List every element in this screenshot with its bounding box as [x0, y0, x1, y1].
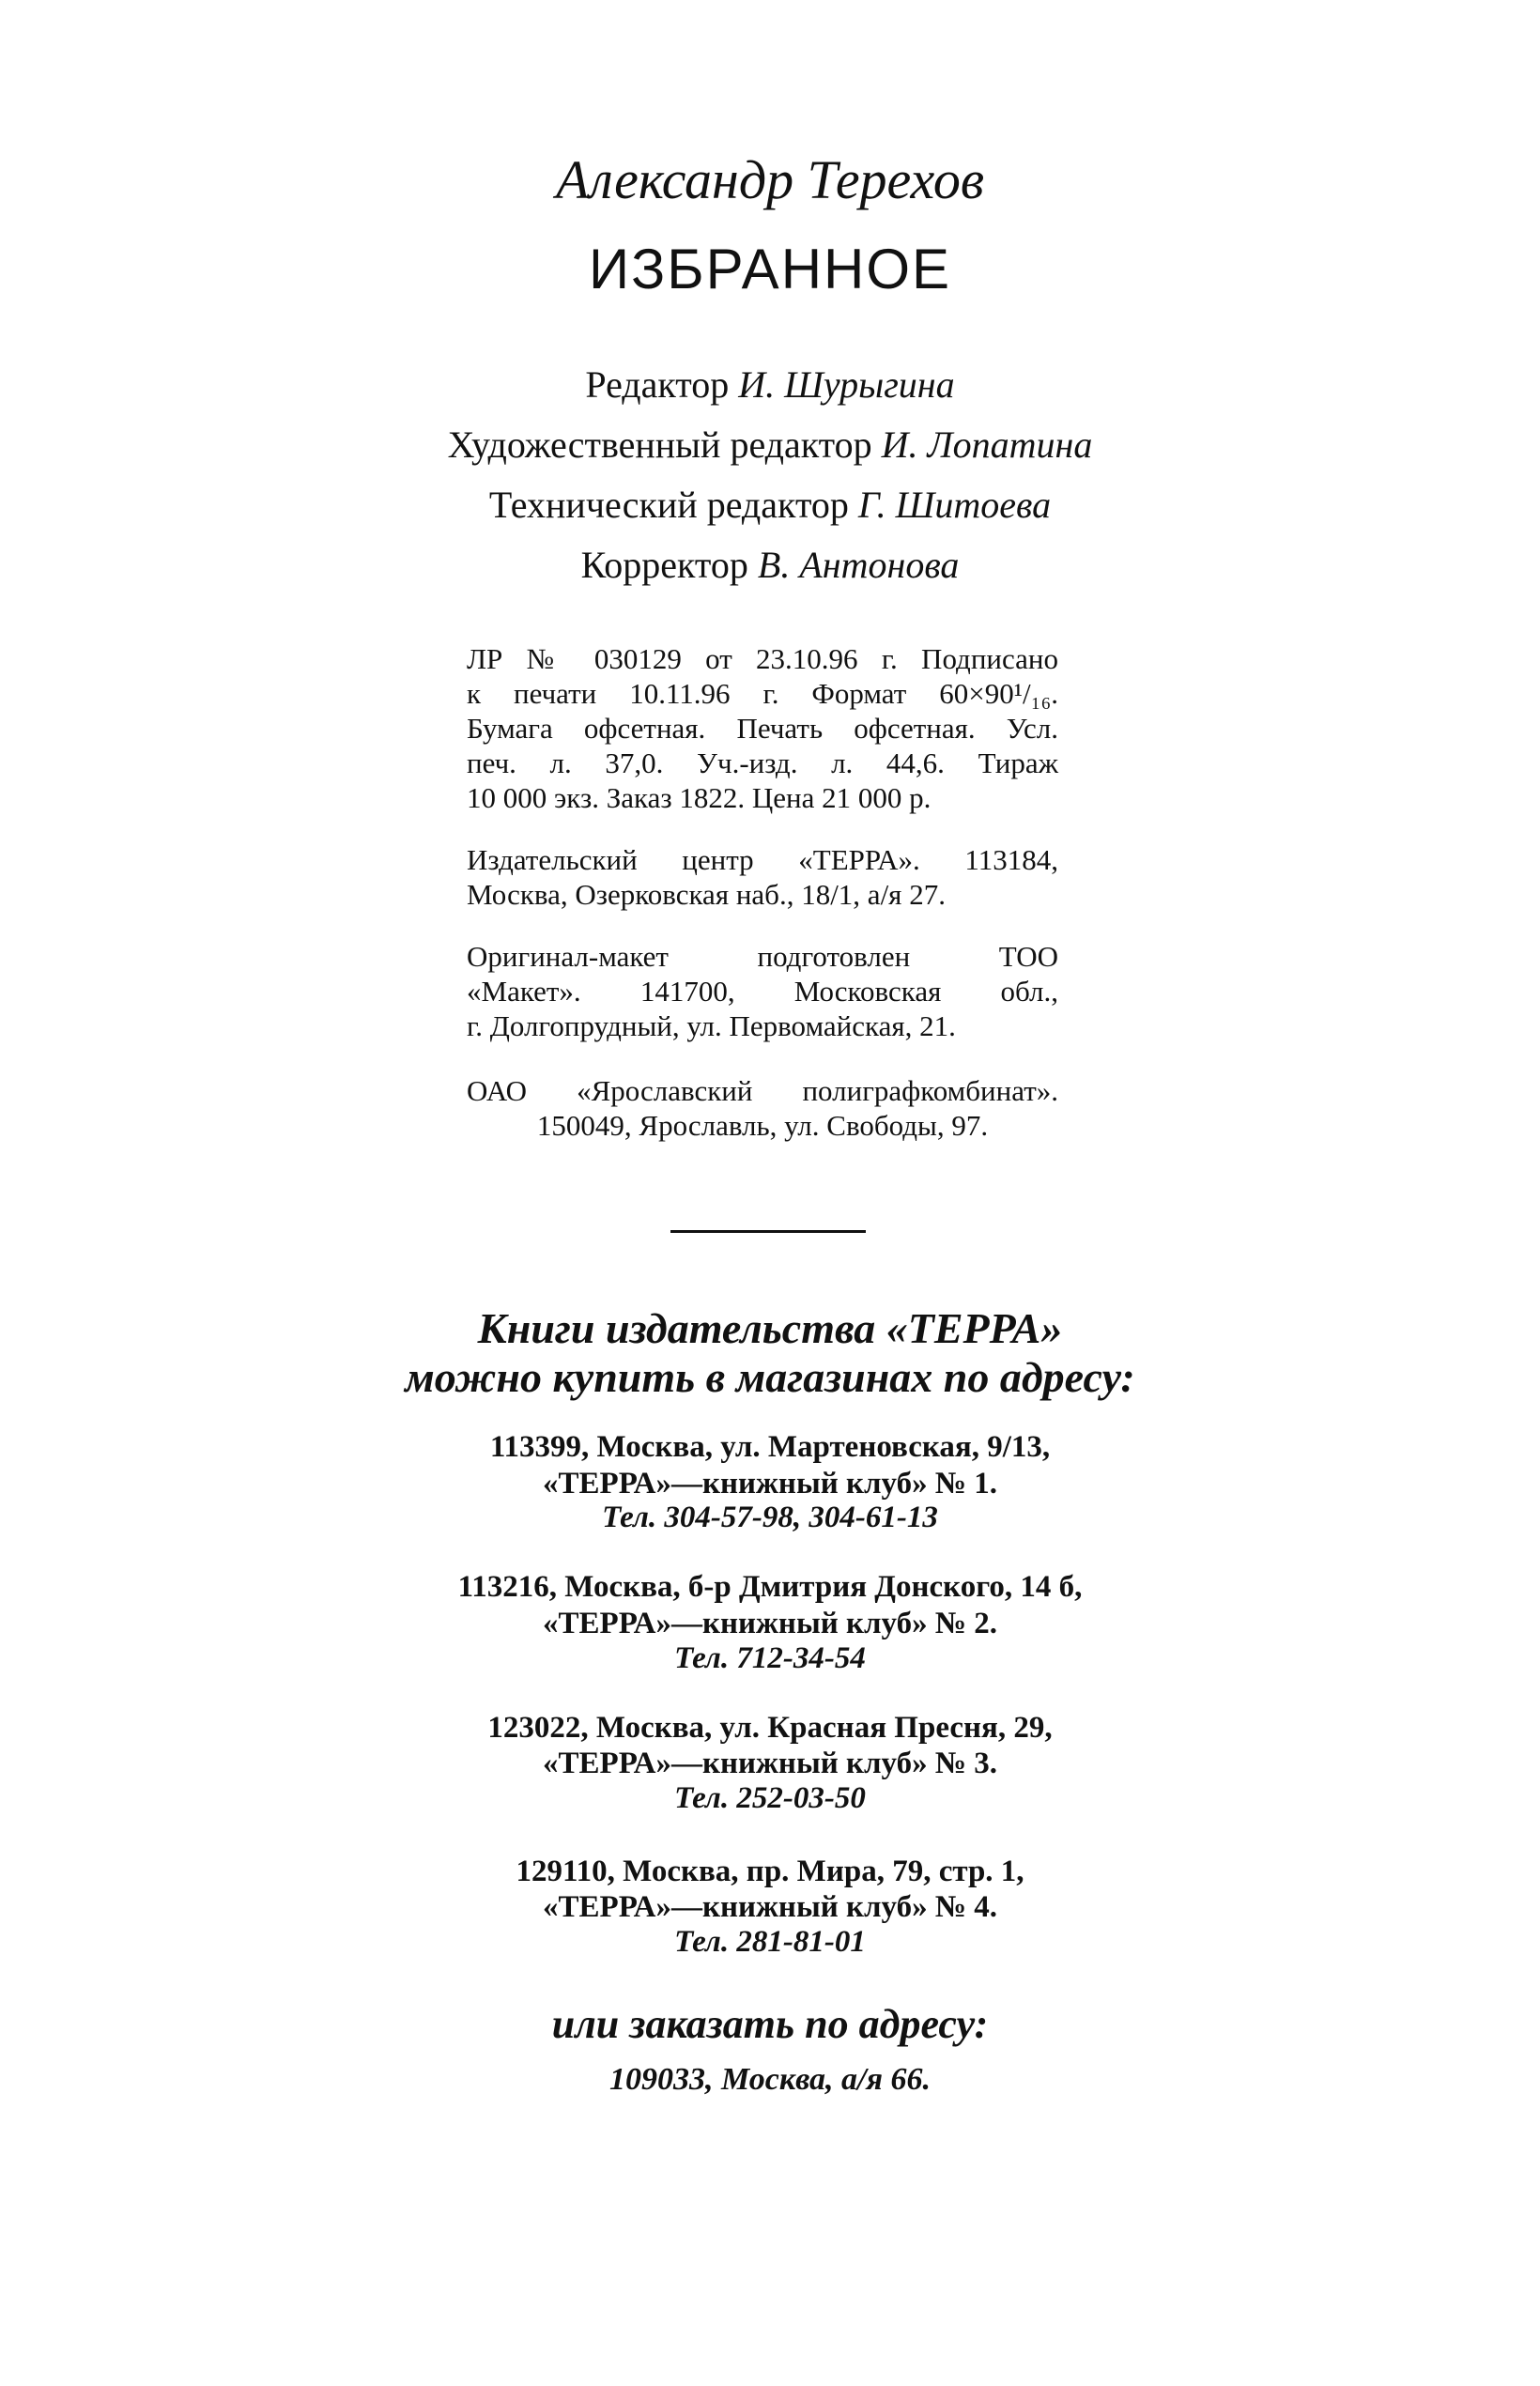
shop-4-address: 129110, Москва, пр. Мира, 79, стр. 1,: [516, 1855, 1024, 1888]
imprint-line: ОАО «Ярославский полиграфкомбинат».: [467, 1074, 1058, 1107]
shop-3-address: 123022, Москва, ул. Красная Пресня, 29,: [487, 1711, 1053, 1745]
imprint-line: к печати 10.11.96 г. Формат 60×90¹/₁₆.: [467, 677, 1058, 710]
credit-proofreader: [0, 543, 1540, 587]
credit-tech-editor: [0, 483, 1540, 527]
shop-3-phone: Тел. 252-03-50: [674, 1781, 866, 1815]
book-title: ИЗБРАННОЕ: [588, 238, 952, 300]
order-heading: или заказать по адресу:: [551, 2001, 989, 2047]
credit-role: Технический редактор: [488, 484, 849, 526]
shop-2-address: 113216, Москва, б-р Дмитрия Донского, 14 б,: [457, 1570, 1083, 1604]
shop-1-club: «ТЕРРА»—книжный клуб» № 1.: [543, 1467, 997, 1501]
shop-1-phone: Тел. 304-57-98, 304-61-13: [602, 1501, 938, 1534]
credit-editor: [0, 362, 1540, 407]
credit-person: И. Лопатина: [881, 423, 1093, 466]
shop-2-club: «ТЕРРА»—книжный клуб» № 2.: [543, 1607, 997, 1640]
imprint-line: Издательский центр «ТЕРРА». 113184,: [467, 843, 1058, 876]
imprint-license: [467, 641, 1058, 815]
credit-role: Редактор: [585, 363, 730, 406]
imprint-line: Бумага офсетная. Печать офсетная. Усл.: [467, 712, 1058, 745]
shop-1-address: 113399, Москва, ул. Мартеновская, 9/13,: [489, 1430, 1051, 1464]
author-name: Александр Терехов: [555, 149, 985, 210]
imprint-line: «Макет». 141700, Московская обл.,: [467, 975, 1058, 1008]
credit-person: В. Антонова: [757, 544, 960, 586]
imprint-line: печ. л. 37,0. Уч.-изд. л. 44,6. Тираж: [467, 747, 1058, 779]
order-address: 109033, Москва, а/я 66.: [609, 2062, 931, 2097]
credit-role: Художественный редактор: [447, 423, 872, 466]
imprint-line: ЛР № 030129 от 23.10.96 г. Подписано: [467, 642, 1058, 675]
credit-art-editor: [0, 423, 1540, 467]
shop-4-phone: Тел. 281-81-01: [674, 1925, 866, 1959]
imprint-printer: [467, 1073, 1058, 1143]
shop-4-club: «ТЕРРА»—книжный клуб» № 4.: [543, 1890, 997, 1924]
imprint-publisher: [467, 842, 1058, 912]
credit-person: Г. Шитоева: [857, 484, 1052, 526]
shops-heading-line1: Книги издательства «ТЕРРА»: [477, 1304, 1063, 1352]
credit-role: Корректор: [580, 544, 748, 586]
imprint-line: 10 000 экз. Заказ 1822. Цена 21 000 р.: [467, 781, 932, 814]
imprint-line: Москва, Озерковская наб., 18/1, а/я 27.: [467, 878, 946, 911]
credit-person: И. Шурыгина: [738, 363, 955, 406]
imprint-line: г. Долгопрудный, ул. Первомайская, 21.: [467, 1009, 956, 1042]
shop-3-club: «ТЕРРА»—книжный клуб» № 3.: [543, 1747, 997, 1780]
shop-2-phone: Тел. 712-34-54: [674, 1641, 866, 1675]
imprint-layout: [467, 939, 1058, 1043]
shops-heading-line2: можно купить в магазинах по адресу:: [405, 1353, 1135, 1401]
imprint-line: Оригинал-макет подготовлен ТОО: [467, 940, 1058, 973]
imprint-line: 150049, Ярославль, ул. Свободы, 97.: [536, 1109, 989, 1142]
section-divider: [670, 1230, 866, 1233]
